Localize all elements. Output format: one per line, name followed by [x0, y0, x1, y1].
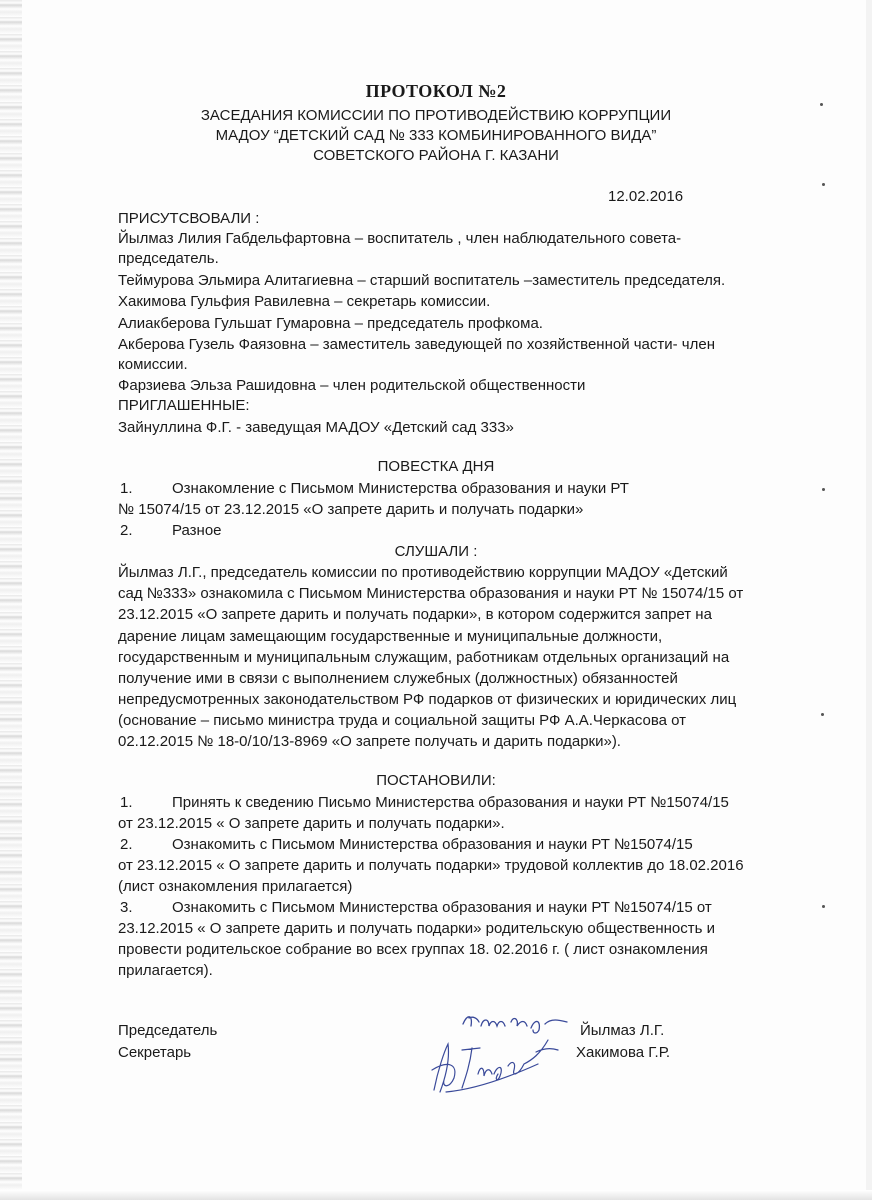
- agenda-item-number: 2.: [120, 522, 133, 539]
- heard-heading: СЛУШАЛИ :: [394, 543, 478, 560]
- secretary-role: Секретарь: [118, 1044, 192, 1061]
- scan-speck: [822, 183, 825, 186]
- scan-speck: [822, 905, 825, 908]
- agenda-item-number: 1.: [120, 480, 133, 497]
- invited-line: Зайнуллина Ф.Г. - заведущая МАДОУ «Детский сад 333»: [118, 419, 514, 436]
- secretary-signature: [428, 1030, 578, 1102]
- heard-line: непредусмотренных законодательством РФ подарков от физических и юридических лиц: [118, 691, 737, 708]
- heard-line: государственным и муниципальным служащим, работникам отдельных организаций на: [118, 649, 730, 666]
- attendees-heading: ПРИСУТСВОВАЛИ :: [118, 210, 260, 227]
- resolved-item-text: Ознакомить с Письмом Министерства образования и науки РТ №15074/15 от: [172, 899, 712, 916]
- scan-speck: [822, 488, 825, 491]
- attendee-line: Алиакберова Гульшат Гумаровна – председатель профкома.: [118, 315, 543, 332]
- document-title: ПРОТОКОЛ №2: [365, 81, 507, 101]
- heard-line: 23.12.2015 «О запрете дарить и получать подарки», в котором содержится запрет на: [118, 606, 712, 623]
- resolved-item-text: Принять к сведению Письмо Министерства образования и науки РТ №15074/15: [172, 794, 729, 811]
- resolved-item-text: 23.12.2015 « О запрете дарить и получать подарки» родительскую общественность и: [118, 920, 715, 937]
- heard-line: сад №333» ознакомила с Письмом Министерства образования и науки РТ № 15074/15 от: [118, 585, 744, 602]
- attendee-line: Йылмаз Лилия Габдельфартовна – воспитатель , член наблюдательного совета-: [118, 230, 682, 247]
- resolved-item-text: прилагается).: [118, 962, 213, 979]
- resolved-item-text: Ознакомить с Письмом Министерства образования и науки РТ №15074/15: [172, 836, 693, 853]
- resolved-item-text: от 23.12.2015 « О запрете дарить и получать подарки».: [118, 815, 505, 832]
- agenda-item-text: № 15074/15 от 23.12.2015 «О запрете дарить и получать подарки»: [118, 501, 584, 518]
- resolved-item-number: 1.: [120, 794, 133, 811]
- heard-line: Йылмаз Л.Г., председатель комиссии по противодействию коррупции МАДОУ «Детский: [118, 564, 728, 581]
- attendee-line: Теймурова Эльмира Алитагиевна – старший воспитатель –заместитель председателя.: [118, 272, 726, 289]
- chair-name: Йылмаз Л.Г.: [580, 1022, 665, 1039]
- document-subtitle-line: СОВЕТСКОГО РАЙОНА Г. КАЗАНИ: [313, 147, 559, 164]
- resolved-item-number: 3.: [120, 899, 133, 916]
- attendee-line: Акберова Гузель Фаязовна – заместитель заведующей по хозяйственной части- член: [118, 336, 716, 353]
- resolved-item-text: от 23.12.2015 « О запрете дарить и получать подарки» трудовой коллектив до 18.02.2016: [118, 857, 744, 874]
- secretary-name: Хакимова Г.Р.: [576, 1044, 671, 1061]
- resolved-item-number: 2.: [120, 836, 133, 853]
- resolved-heading: ПОСТАНОВИЛИ:: [376, 772, 496, 789]
- heard-line: получение ими в связи с выполнением служебных (должностных) обязанностей: [118, 670, 678, 687]
- chair-role: Председатель: [118, 1022, 218, 1039]
- resolved-item-text: (лист ознакомления прилагается): [118, 878, 353, 895]
- document-date: 12.02.2016: [608, 188, 684, 205]
- attendee-line: председатель.: [118, 250, 219, 267]
- heard-line: (основание – письмо министра труда и социальной защиты РФ А.А.Черкасова от: [118, 712, 687, 729]
- agenda-item-text: Ознакомление с Письмом Министерства образования и науки РТ: [172, 480, 629, 497]
- agenda-heading: ПОВЕСТКА ДНЯ: [377, 458, 495, 475]
- agenda-item-text: Разное: [172, 522, 222, 539]
- scan-right-edge: [866, 0, 872, 1200]
- attendee-line: Фарзиева Эльза Рашидовна – член родительской общественности: [118, 377, 586, 394]
- attendee-line: комиссии.: [118, 356, 188, 373]
- heard-line: 02.12.2015 № 18-0/10/13-8969 «О запрете получать и дарить подарки»).: [118, 733, 621, 750]
- attendee-line: Хакимова Гульфия Равилевна – секретарь комиссии.: [118, 293, 491, 310]
- scan-speck: [821, 713, 824, 716]
- invited-heading: ПРИГЛАШЕННЫЕ:: [118, 397, 250, 414]
- heard-line: дарение лицам замещающим государственные и муниципальные должности,: [118, 628, 663, 645]
- scan-binding-edge: [0, 0, 22, 1200]
- scan-speck: [820, 103, 823, 106]
- document-subtitle-line: МАДОУ “ДЕТСКИЙ САД № 333 КОМБИНИРОВАННОГО ВИДА”: [215, 127, 657, 144]
- resolved-item-text: провести родительское собрание во всех группах 18. 02.2016 г. ( лист ознакомления: [118, 941, 708, 958]
- document-subtitle-line: ЗАСЕДАНИЯ КОМИССИИ ПО ПРОТИВОДЕЙСТВИЮ КОРРУПЦИИ: [200, 107, 672, 124]
- scan-bottom-edge: [0, 1190, 872, 1200]
